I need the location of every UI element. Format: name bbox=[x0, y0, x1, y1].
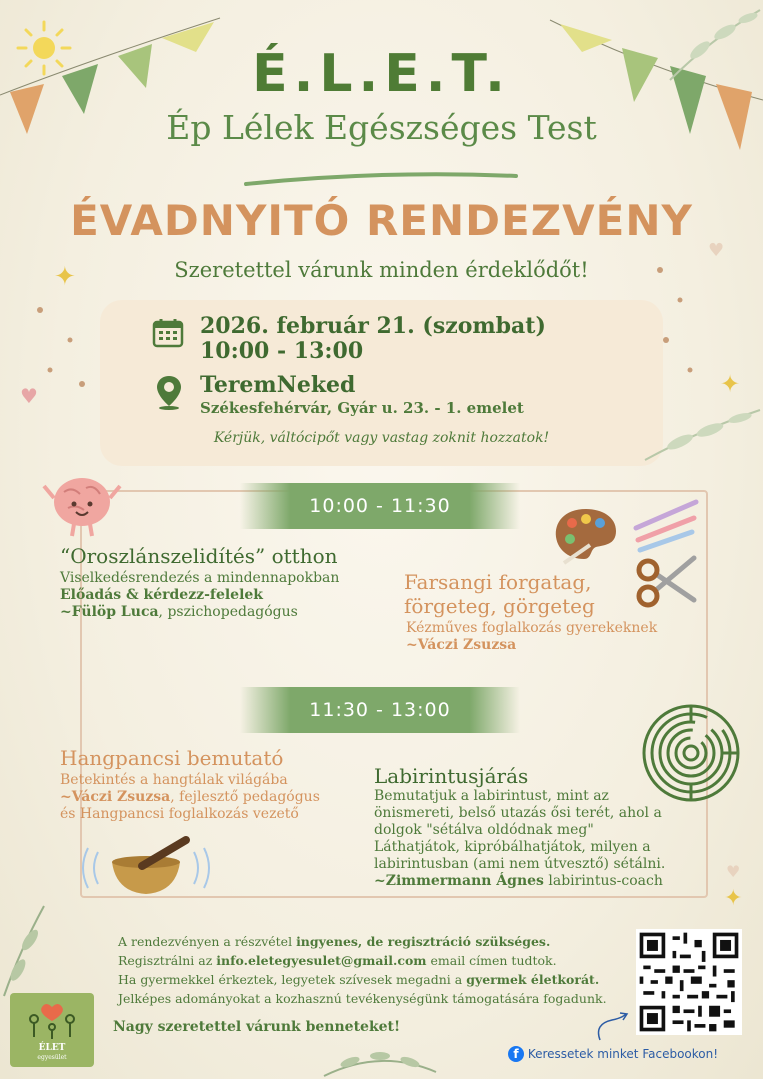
sparkle-icon: ✦ bbox=[720, 370, 741, 398]
event-title: É.L.E.T. bbox=[252, 44, 511, 104]
talk-speaker: ~Fülöp Luca bbox=[60, 604, 159, 620]
leaf-branch-decoration bbox=[0, 900, 50, 1000]
soundbowl-speaker-line bbox=[60, 789, 320, 806]
heart-icon: ♥ bbox=[20, 384, 38, 408]
labyrinth-text-line2: önismereti, belső utazás ősi terét, ahol a bbox=[374, 805, 662, 821]
sparkle-icon: ✦ bbox=[54, 262, 76, 292]
soundbowl-speaker-role: , fejlesztő pedagógus bbox=[170, 789, 320, 805]
talk-speaker-line bbox=[60, 604, 298, 621]
logo-subtext: egyesület bbox=[37, 1054, 67, 1061]
scissors-icon bbox=[634, 552, 700, 612]
dots-decoration bbox=[650, 250, 710, 400]
paint-palette-icon bbox=[550, 505, 622, 567]
facebook-text: Keressetek minket Facebookon! bbox=[527, 1047, 719, 1061]
heart-icon: ♥ bbox=[726, 862, 741, 881]
soundbowl-speaker-role2: és Hangpancsi foglalkozás vezető bbox=[60, 806, 299, 822]
labyrinth-title: Labirintusjárás bbox=[374, 764, 529, 788]
soundbowl-description: Betekintés a hangtálak világába bbox=[60, 772, 288, 788]
venue-address: Székesfehérvár, Gyár u. 23. - 1. emelet bbox=[200, 399, 524, 417]
contact-email[interactable]: info.eletegyesulet@gmail.com bbox=[216, 953, 427, 968]
workshop-speaker: ~Váczi Zsuzsa bbox=[406, 637, 517, 653]
talk-format: Előadás & kérdezz-felelek bbox=[60, 587, 263, 603]
arrow-icon bbox=[592, 1010, 632, 1044]
footwear-note: Kérjük, váltócipőt vagy vastag zoknit hozzatok! bbox=[213, 430, 550, 446]
location-pin-icon bbox=[154, 374, 184, 410]
talk-speaker-role: , pszichopedagógus bbox=[158, 604, 298, 620]
labyrinth-speaker-role: labirintus-coach bbox=[543, 873, 663, 889]
footer-emphasis: ingyenes, de regisztráció szükséges. bbox=[296, 934, 551, 949]
venue-name: TeremNeked bbox=[200, 372, 356, 398]
qr-code[interactable] bbox=[636, 929, 742, 1035]
closing-text: Nagy szeretettel várunk benneteket! bbox=[113, 1019, 401, 1035]
footer-line-1 bbox=[118, 932, 607, 951]
soundbowl-title: Hangpancsi bemutató bbox=[60, 746, 284, 770]
welcome-text: Szeretettel várunk minden érdeklődőt! bbox=[174, 258, 589, 282]
footer-line-2 bbox=[118, 951, 607, 970]
workshop-title-line2: förgeteg, görgeteg bbox=[404, 594, 595, 618]
heart-icon: ♥ bbox=[708, 240, 725, 261]
footer-line-3 bbox=[118, 970, 607, 989]
labyrinth-speaker: ~Zimmermann Ágnes bbox=[374, 873, 544, 889]
footer-info bbox=[118, 932, 607, 1008]
family-icon bbox=[24, 1001, 80, 1041]
elet-logo bbox=[10, 993, 94, 1067]
footer-text: Regisztrálni az bbox=[118, 953, 217, 968]
soundbowl-speaker: ~Váczi Zsuzsa bbox=[60, 789, 171, 805]
event-headline: ÉVADNYITÓ RENDEZVÉNY bbox=[70, 196, 693, 245]
talk-title: “Oroszlánszelidítés” otthon bbox=[60, 544, 338, 568]
workshop-title-line1: Farsangi forgatag, bbox=[404, 570, 592, 594]
dots-decoration bbox=[30, 300, 100, 400]
event-date: 2026. február 21. (szombat) bbox=[200, 313, 546, 339]
footer-text: email címen tudtok. bbox=[426, 953, 557, 968]
facebook-icon: f bbox=[508, 1046, 524, 1062]
talk-description: Viselkedésrendezés a mindennapokban bbox=[60, 570, 340, 586]
footer-text: A rendezvényen a részvétel bbox=[118, 934, 297, 949]
labyrinth-icon bbox=[640, 702, 742, 804]
footer-text: Ha gyermekkel érkeztek, legyetek szívesek megadni a bbox=[118, 972, 467, 987]
pencils-icon bbox=[628, 494, 702, 554]
singing-bowl-icon bbox=[76, 832, 216, 900]
labyrinth-text-line3: dolgok "sétálva oldódnak meg" bbox=[374, 822, 594, 838]
leaf-branch-decoration bbox=[320, 1038, 440, 1079]
labyrinth-speaker-line bbox=[374, 873, 663, 890]
footer-emphasis: gyermek életkorát. bbox=[466, 972, 600, 987]
workshop-description: Kézműves foglalkozás gyerekeknek bbox=[406, 620, 658, 636]
facebook-link[interactable] bbox=[508, 1046, 718, 1062]
logo-text: ÉLET bbox=[38, 1043, 66, 1053]
labyrinth-text-line1: Bemutatjuk a labirintust, mint az bbox=[374, 788, 609, 804]
event-time: 10:00 - 13:00 bbox=[200, 338, 364, 364]
labyrinth-text-line4: Láthatjátok, kipróbálhatjátok, milyen a bbox=[374, 839, 651, 855]
divider-stroke bbox=[244, 168, 519, 188]
footer-line-4: Jelképes adományokat a kozhasznú tevékenységünk támogatására fogadunk. bbox=[118, 991, 607, 1006]
event-subtitle: Ép Lélek Egészséges Test bbox=[166, 108, 597, 147]
labyrinth-text-line5: labirintusban (ami nem útvesztő) sétálni. bbox=[374, 856, 666, 872]
brain-mascot-icon bbox=[40, 468, 124, 540]
time-slot-1: 10:00 - 11:30 bbox=[240, 483, 520, 529]
time-slot-2: 11:30 - 13:00 bbox=[240, 687, 520, 733]
calendar-icon bbox=[152, 318, 184, 348]
leaf-branch-decoration bbox=[640, 390, 763, 470]
sparkle-icon: ✦ bbox=[724, 886, 743, 911]
